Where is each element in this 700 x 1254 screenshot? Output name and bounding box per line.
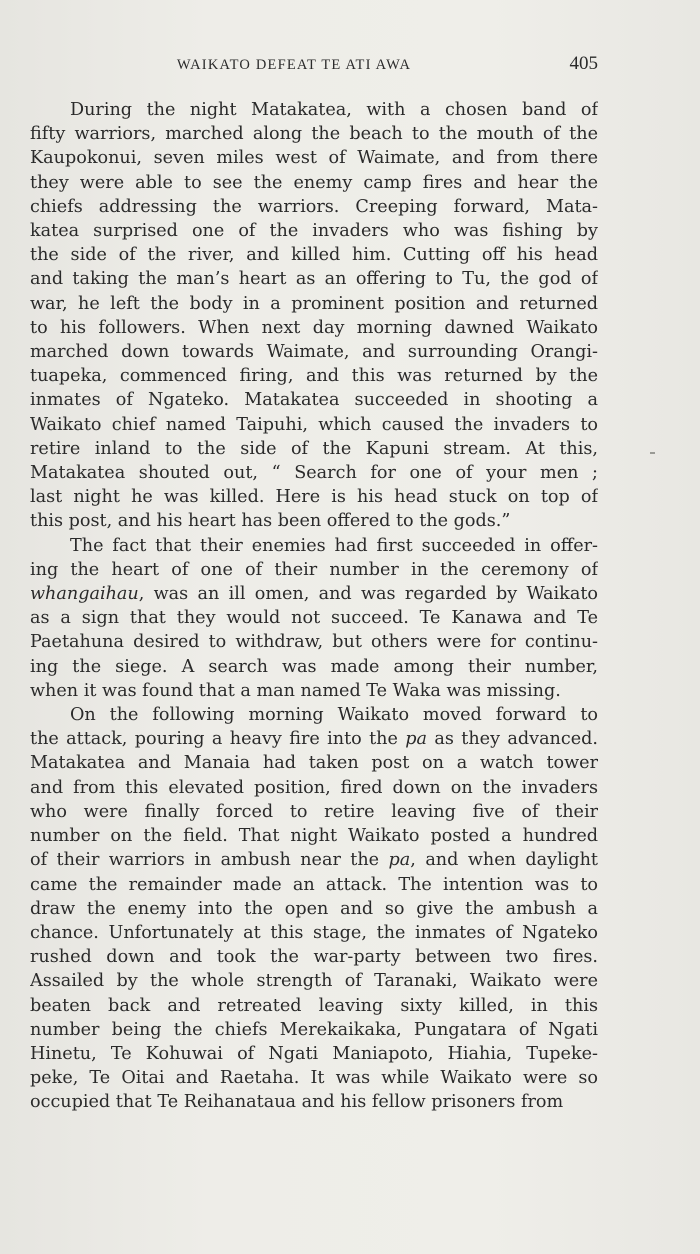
text-line: rushed down and took the war-party between two fires. [30,947,598,968]
text-line: chance. Unfortunately at this stage, the inmates of Ngateko [30,922,598,943]
text-line: beaten back and retreated leaving sixty killed, in this [30,995,598,1016]
text-line: of their warriors in ambush near the pa, and when daylight [30,850,598,871]
text-line: ing the siege. A search was made among their number, [30,656,598,677]
text-line: when it was found that a man named Te Waka was missing. [30,680,561,701]
text-line: The fact that their enemies had first succeeded in offer- [70,535,598,556]
text-line: marched down towards Waimate, and surrounding Orangi- [30,342,598,363]
text-line: as a sign that they would not succeed. Te Kanawa and Te [30,608,598,629]
text-line: this post, and his heart has been offered to the gods.” [30,511,511,532]
text-line: they were able to see the enemy camp fires and hear the [30,172,598,193]
text-line: tuapeka, commenced firing, and this was returned by the [30,366,598,387]
text-line: Kaupokonui, seven miles west of Waimate, and from there [30,148,598,169]
paragraph-3 [30,703,598,1114]
text-line: inmates of Ngateko. Matakatea succeeded in shooting a [30,390,598,411]
paragraph-1 [30,98,598,534]
text-line: Matakatea shouted out, “ Search for one of your men ; [30,463,598,484]
text-line: last night he was killed. Here is his head stuck on top of [30,487,598,508]
text-line: and taking the man’s heart as an offering to Tu, the god of [30,269,598,290]
text-line: to his followers. When next day morning dawned Waikato [30,317,598,338]
text-line: and from this elevated position, fired down on the invaders [30,777,598,798]
body-text [30,98,598,1115]
text-line: the attack, pouring a heavy fire into the pa as they advanced. [30,729,598,750]
text-line: Assailed by the whole strength of Taranaki, Waikato were [30,971,598,992]
text-line: Hinetu, Te Kohuwai of Ngati Maniapoto, Hiahia, Tupeke- [30,1043,598,1064]
running-title: WAIKATO DEFEAT TE ATI AWA [176,57,412,73]
text-line: occupied that Te Reihanataua and his fellow prisoners from [30,1092,564,1113]
text-line: Paetahuna desired to withdraw, but others were for continu- [30,632,598,653]
text-line: retire inland to the side of the Kapuni stream. At this, [30,438,598,459]
text-line: On the following morning Waikato moved forward to [70,705,598,726]
text-line: the side of the river, and killed him. Cutting off his head [30,245,598,266]
text-line: Waikato chief named Taipuhi, which caused the invaders to [30,414,598,435]
margin-mark [650,452,655,454]
text-line: chiefs addressing the warriors. Creeping forward, Mata- [30,196,598,217]
text-line: came the remainder made an attack. The intention was to [30,874,598,895]
text-line: whangaihau, was an ill omen, and was regarded by Waikato [30,584,598,605]
paragraph-2 [30,534,598,703]
running-head [30,50,598,86]
text-line: number being the chiefs Merekaikaka, Pungatara of Ngati [30,1019,598,1040]
text-line: fifty warriors, marched along the beach to the mouth of the [30,124,598,145]
text-line: who were finally forced to retire leaving five of their [30,801,598,822]
page-number: 405 [569,53,598,74]
text-line: peke, Te Oitai and Raetaha. It was while Waikato were so [30,1068,598,1089]
text-line: katea surprised one of the invaders who was fishing by [30,221,598,242]
text-line: ing the heart of one of their number in the ceremony of [30,559,598,580]
text-line: war, he left the body in a prominent position and returned [30,293,598,314]
text-line: number on the field. That night Waikato posted a hundred [30,826,598,847]
text-line: During the night Matakatea, with a chosen band of [70,100,598,120]
text-line: draw the enemy into the open and so give the ambush a [30,898,598,919]
book-page [30,50,598,1115]
text-line: Matakatea and Manaia had taken post on a watch tower [30,753,598,774]
